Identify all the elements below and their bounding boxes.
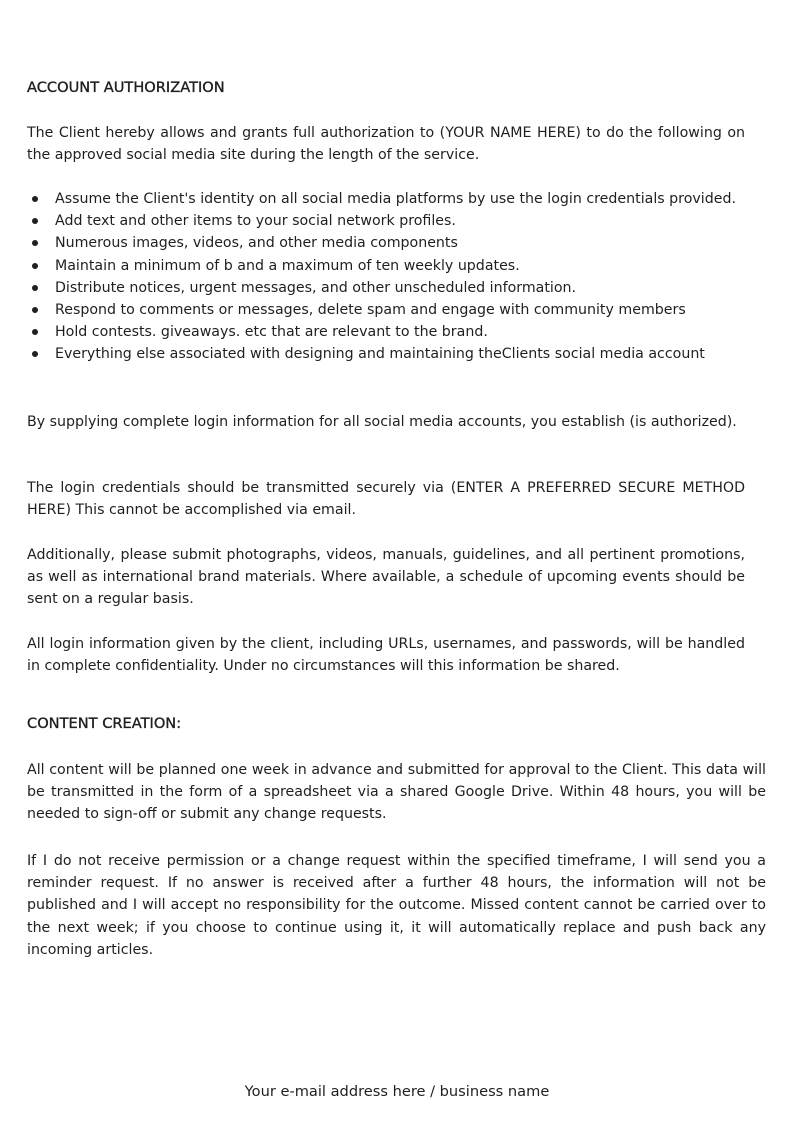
bullet-text: Add text and other items to your social network profiles. [55, 213, 456, 230]
bullet-text: Numerous images, videos, and other media components [55, 235, 458, 252]
bullet-dot-icon [32, 307, 38, 313]
bullet-text: Assume the Client's identity on all social media platforms by use the login credentials provided. [55, 191, 736, 207]
credentials-paragraph: The login credentials should be transmitted securely via (ENTER A PREFERRED SECURE METHOD HERE) This cannot be accomplished via email. [27, 480, 745, 519]
bullet-dot-icon [32, 329, 38, 335]
bullet-dot-icon [32, 240, 38, 246]
confidentiality-paragraph: All login information given by the client, including URLs, usernames, and passwords, will be handled in complete confidentiality. Under no circumstances will this information be shared. [27, 636, 745, 675]
account-authorization-heading: ACCOUNT AUTHORIZATION [27, 79, 225, 96]
login-info-paragraph: By supplying complete login information for all social media accounts, you establish (is authorized). [27, 414, 737, 430]
materials-paragraph: Additionally, please submit photographs, videos, manuals, guidelines, and all pertinent promotions, as well as international brand materials. Where available, a schedule of upcoming events should be sent on a regular basis. [27, 547, 745, 608]
content-creation-heading: CONTENT CREATION: [27, 715, 182, 732]
bullet-item [27, 210, 745, 232]
content-planning-paragraph: All content will be planned one week in advance and submitted for approval to the Client. This data will be transmitted in the form of a spreadsheet via a shared Google Drive. Within 48 hours, you will be needed to sign-off or submit any change requests. [27, 762, 766, 823]
bullet-dot-icon [32, 263, 38, 269]
footer-contact: Your e-mail address here / business name [244, 1083, 550, 1100]
bullet-text: Everything else associated with designing and maintaining theClients social media account [55, 346, 705, 363]
bullet-dot-icon [32, 285, 38, 291]
bullet-item [27, 343, 745, 365]
bullet-item [27, 299, 745, 321]
bullet-dot-icon [32, 196, 38, 202]
bullet-dot-icon [32, 351, 38, 357]
bullet-item [27, 232, 745, 254]
bullet-text: Hold contests. giveaways. etc that are relevant to the brand. [55, 324, 488, 341]
bullet-item [27, 277, 745, 299]
bullet-text: Maintain a minimum of b and a maximum of ten weekly updates. [55, 257, 520, 274]
bullet-text: Respond to comments or messages, delete spam and engage with community members [55, 302, 686, 319]
bullet-item [27, 321, 745, 343]
authorization-bullet-list [27, 188, 745, 366]
bullet-text: Distribute notices, urgent messages, and other unscheduled information. [55, 279, 577, 296]
bullet-item [27, 255, 745, 277]
reminder-paragraph: If I do not receive permission or a change request within the specified timeframe, I will send you a reminder request. If no answer is received after a further 48 hours, the information will not be published and I will accept no responsibility for the outcome. Missed content cannot be carried over to the next week; if you choose to continue using it, it will automatically replace and push back any incoming articles. [27, 853, 766, 958]
bullet-item [27, 188, 745, 210]
authorization-intro-paragraph: The Client hereby allows and grants full authorization to (YOUR NAME HERE) to do the following on the approved social media site during the length of the service. [27, 125, 745, 164]
bullet-dot-icon [32, 218, 38, 224]
